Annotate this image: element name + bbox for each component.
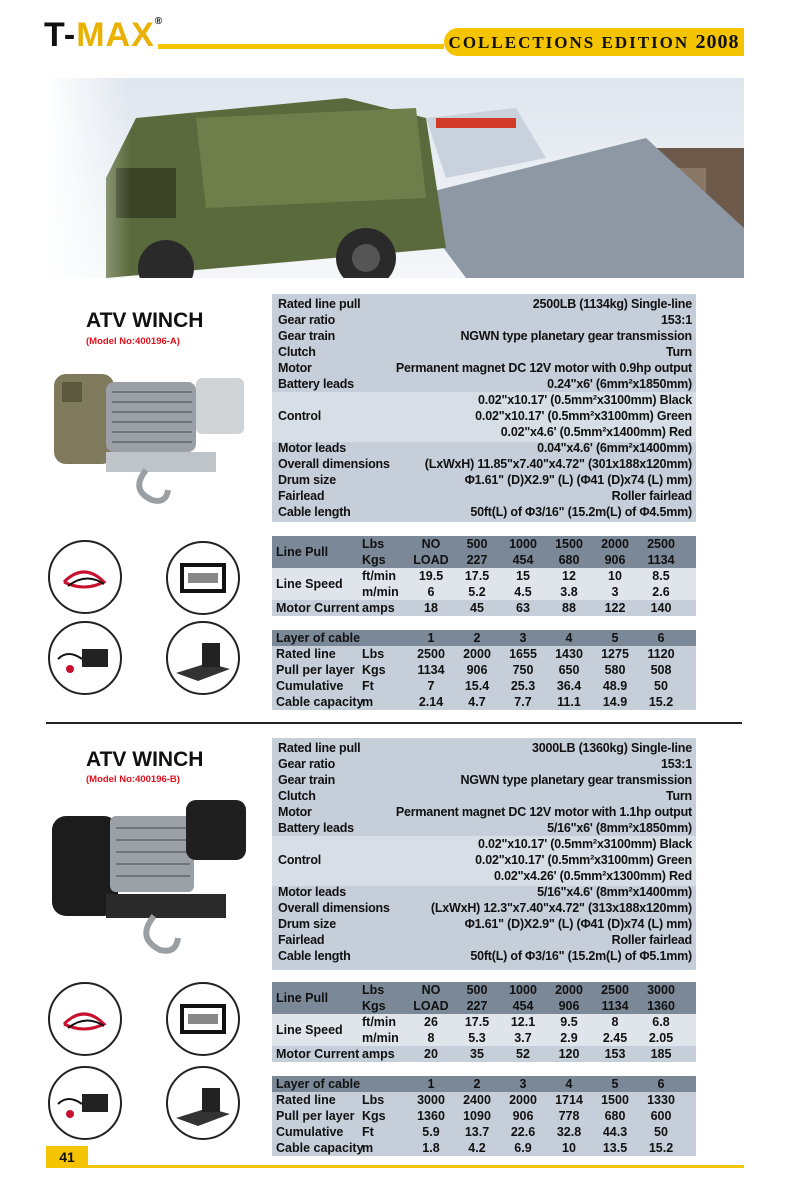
- spec-row: [272, 788, 696, 804]
- product-b-image: [46, 786, 254, 976]
- table-cell: 2.05: [648, 1031, 674, 1045]
- table-cell: 122: [604, 601, 626, 615]
- table-cell: 1275: [601, 647, 629, 661]
- table-cell: 227: [466, 999, 488, 1013]
- table-cell: 88: [562, 601, 576, 615]
- table-row-label: Line Speed: [276, 577, 343, 591]
- table-row-label: Motor Current: [276, 601, 360, 615]
- table-cell: 13.5: [602, 1141, 628, 1155]
- table-cell: 4.5: [514, 585, 532, 599]
- product-a-image: [46, 352, 254, 522]
- table-cell: 1000: [509, 983, 537, 997]
- table-cell: 36.4: [556, 679, 582, 693]
- table-cell: 50: [654, 679, 668, 693]
- table-cell: 2000: [555, 983, 583, 997]
- table-cell: 8: [427, 1031, 435, 1045]
- table-cell: 52: [516, 1047, 530, 1061]
- table-cell: 600: [650, 1109, 672, 1123]
- table-cell: 8.5: [652, 569, 670, 583]
- table-cell: 906: [466, 663, 488, 677]
- spec-row: [272, 868, 696, 884]
- table-cell: 1360: [647, 999, 675, 1013]
- spec-label: Motor: [278, 805, 312, 819]
- table-cell: 5.9: [422, 1125, 440, 1139]
- spec-label: Drum size: [278, 473, 336, 487]
- table-cell: 1430: [555, 647, 583, 661]
- table-cell: 17.5: [464, 569, 490, 583]
- spec-row: [272, 440, 696, 456]
- product-b-model: (Model No:400196-B): [86, 774, 180, 785]
- table-cell: 227: [466, 553, 488, 567]
- table-cell: 508: [650, 663, 672, 677]
- spec-value: 0.04"x4.6' (6mm²x1400mm): [537, 441, 692, 455]
- table-cell: 1500: [555, 537, 583, 551]
- table-cell: 1360: [417, 1109, 445, 1123]
- table-cell: 500: [466, 983, 488, 997]
- spec-label: Cable length: [278, 949, 351, 963]
- spec-row: [272, 472, 696, 488]
- spec-value: 50ft(L) of Φ3/16" (15.2m(L) of Φ4.5mm): [470, 505, 692, 519]
- table-cell: 26: [424, 1015, 438, 1029]
- table-cell: 778: [558, 1109, 580, 1123]
- table-cell: 4: [565, 631, 573, 645]
- table-cell: 650: [558, 663, 580, 677]
- table-cell: 1120: [647, 647, 675, 661]
- roller-fairlead-icon: [168, 984, 238, 1054]
- table-cell: 6.8: [652, 1015, 670, 1029]
- spec-label: Overall dimensions: [278, 901, 390, 915]
- logo-max: MAX: [76, 16, 155, 54]
- table-cell: 1714: [555, 1093, 583, 1107]
- spec-label: Motor: [278, 361, 312, 375]
- spec-row: [272, 820, 696, 836]
- logo-registered: ®: [154, 16, 164, 27]
- spec-row: [272, 932, 696, 948]
- table-cell: 1090: [463, 1109, 491, 1123]
- spec-row: [272, 328, 696, 344]
- spec-value: 0.02"x4.6' (0.5mm²x1400mm) Red: [500, 425, 692, 439]
- product-a-layer-table: [272, 630, 696, 710]
- spec-value: Permanent magnet DC 12V motor with 1.1hp output: [395, 805, 692, 819]
- table-cell: 45: [470, 601, 484, 615]
- table-cell: 500: [466, 537, 488, 551]
- spec-label: Motor leads: [278, 441, 346, 455]
- table-cell: 5.3: [468, 1031, 486, 1045]
- table-cell: 3.7: [514, 1031, 532, 1045]
- table-cell: 48.9: [602, 679, 628, 693]
- solenoid-control-icon: [50, 623, 120, 693]
- table-unit: Lbs: [362, 1093, 385, 1107]
- collection-banner: [444, 28, 744, 56]
- table-unit: Lbs: [362, 537, 385, 551]
- spec-row: [272, 424, 696, 440]
- table-cell: 4: [565, 1077, 573, 1091]
- product-a-pull-table: [272, 536, 696, 616]
- table-unit: Lbs: [362, 983, 385, 997]
- table-unit: Kgs: [362, 553, 386, 567]
- product-b-title: ATV WINCH: [86, 748, 204, 771]
- table-cell: 4.7: [468, 695, 486, 709]
- spec-value: 3000LB (1360kg) Single-line: [532, 741, 692, 755]
- spec-label: Gear ratio: [278, 757, 336, 771]
- spec-value: 50ft(L) of Φ3/16" (15.2m(L) of Φ5.1mm): [470, 949, 692, 963]
- product-a-mount-accessory: [166, 621, 240, 695]
- table-cell: 1.8: [422, 1141, 440, 1155]
- table-cell: 63: [516, 601, 530, 615]
- spec-row: [272, 360, 696, 376]
- spec-row: [272, 504, 696, 520]
- table-cell: 454: [512, 999, 534, 1013]
- table-cell: 32.8: [556, 1125, 582, 1139]
- mounting-plate-icon: [168, 623, 238, 693]
- spec-row: [272, 344, 696, 360]
- product-a-wiring-accessory: [48, 540, 122, 614]
- table-row-label: Pull per layer: [276, 663, 355, 677]
- spec-row: [272, 804, 696, 820]
- table-cell: 44.3: [602, 1125, 628, 1139]
- table-cell: 2000: [601, 537, 629, 551]
- table-cell: 906: [604, 553, 626, 567]
- table-cell: 15.2: [648, 1141, 674, 1155]
- spec-value: (LxWxH) 12.3"x7.40"x4.72" (313x188x120mm): [430, 901, 692, 915]
- table-cell: 18: [424, 601, 438, 615]
- table-cell: 1134: [647, 553, 675, 567]
- spec-row: [272, 296, 696, 312]
- spec-label: Gear ratio: [278, 313, 336, 327]
- table-cell: 5.2: [468, 585, 486, 599]
- spec-row: [272, 392, 696, 408]
- table-cell: 2: [473, 1077, 481, 1091]
- table-row-label: Layer of cable: [276, 1077, 361, 1091]
- product-b-mount-accessory: [166, 1066, 240, 1140]
- table-cell: 15: [516, 569, 530, 583]
- table-row-label: Line Speed: [276, 1023, 343, 1037]
- table-unit: m: [362, 1141, 374, 1155]
- table-unit: m/min: [362, 1031, 399, 1045]
- table-row-label: Layer of cable: [276, 631, 361, 645]
- spec-value: Permanent magnet DC 12V motor with 0.9hp output: [395, 361, 692, 375]
- table-cell: 35: [470, 1047, 484, 1061]
- spec-value: Roller fairlead: [611, 489, 692, 503]
- spec-value: Roller fairlead: [611, 933, 692, 947]
- spec-label: Gear train: [278, 329, 336, 343]
- spec-value: Φ1.61" (D)X2.9" (L) (Φ41 (D)x74 (L) mm): [464, 473, 692, 487]
- table-cell: 454: [512, 553, 534, 567]
- table-unit: m: [362, 695, 374, 709]
- spec-label: Gear train: [278, 773, 336, 787]
- brand-logo: [44, 16, 163, 55]
- spec-label: Clutch: [278, 789, 316, 803]
- table-cell: 1330: [647, 1093, 675, 1107]
- table-cell: 906: [558, 999, 580, 1013]
- spec-value: (LxWxH) 11.85"x7.40"x4.72" (301x188x120mm): [424, 457, 692, 471]
- spec-row: [272, 884, 696, 900]
- banner-text: COLLECTIONS EDITION: [448, 33, 690, 52]
- table-cell: 906: [512, 1109, 534, 1123]
- table-unit: Ft: [362, 1125, 374, 1139]
- table-cell: 2400: [463, 1093, 491, 1107]
- table-cell: 2.6: [652, 585, 670, 599]
- table-cell: 9.5: [560, 1015, 578, 1029]
- table-row-label: Cumulative: [276, 679, 344, 693]
- table-cell: 140: [650, 601, 672, 615]
- spec-row: [272, 900, 696, 916]
- spec-value: 0.02"x10.17' (0.5mm²x3100mm) Black: [477, 837, 692, 851]
- table-cell: 2.45: [602, 1031, 628, 1045]
- table-cell: 680: [558, 553, 580, 567]
- section-divider: [46, 722, 742, 724]
- table-row-label: Cable capacity: [276, 1141, 364, 1155]
- table-row-label: Motor Current: [276, 1047, 360, 1061]
- spec-row: [272, 408, 696, 424]
- table-cell: 17.5: [464, 1015, 490, 1029]
- table-cell: 13.7: [464, 1125, 490, 1139]
- table-cell: 15.4: [464, 679, 490, 693]
- spec-row: [272, 740, 696, 756]
- table-cell: 3: [611, 585, 619, 599]
- table-row-label: Rated line: [276, 647, 336, 661]
- product-b-wiring-accessory: [48, 982, 122, 1056]
- product-a-control-accessory: [48, 621, 122, 695]
- table-cell: 5: [611, 1077, 619, 1091]
- table-cell: 3000: [417, 1093, 445, 1107]
- table-cell: 25.3: [510, 679, 536, 693]
- spec-value: 153:1: [661, 757, 692, 771]
- spec-label: Rated line pull: [278, 741, 361, 755]
- table-unit: amps: [362, 1047, 395, 1061]
- table-cell: 185: [650, 1047, 672, 1061]
- spec-value: 0.02"x4.26' (0.5mm²x1300mm) Red: [494, 869, 692, 883]
- table-cell: 153: [604, 1047, 626, 1061]
- spec-label: Control: [278, 409, 322, 423]
- table-cell: 6.9: [514, 1141, 532, 1155]
- table-cell: 22.6: [510, 1125, 536, 1139]
- product-a-fairlead-accessory: [166, 541, 240, 615]
- spec-row: [272, 948, 696, 964]
- table-cell: 5: [611, 631, 619, 645]
- spec-label: Battery leads: [278, 821, 354, 835]
- table-cell: 1000: [509, 537, 537, 551]
- table-cell: 2500: [417, 647, 445, 661]
- spec-label: Drum size: [278, 917, 336, 931]
- table-cell: 10: [608, 569, 622, 583]
- product-b-layer-table: [272, 1076, 696, 1156]
- table-cell: 10: [562, 1141, 576, 1155]
- table-row-label: Line Pull: [276, 991, 329, 1005]
- table-cell: 680: [604, 1109, 626, 1123]
- table-cell: 3.8: [560, 585, 578, 599]
- table-unit: Lbs: [362, 647, 385, 661]
- spec-label: Motor leads: [278, 885, 346, 899]
- table-unit: Kgs: [362, 1109, 386, 1123]
- spec-value: 0.02"x10.17' (0.5mm²x3100mm) Black: [477, 393, 692, 407]
- spec-value: 153:1: [661, 313, 692, 327]
- table-unit: m/min: [362, 585, 399, 599]
- spec-label: Fairlead: [278, 489, 325, 503]
- table-cell: 3: [519, 1077, 527, 1091]
- page-number: 41: [46, 1146, 88, 1168]
- table-cell: 12.1: [510, 1015, 536, 1029]
- cable-coil-icon: [50, 542, 120, 612]
- table-cell: 20: [424, 1047, 438, 1061]
- spec-row: [272, 836, 696, 852]
- table-cell: 11.1: [557, 695, 581, 709]
- solenoid-control-icon: [50, 1068, 120, 1138]
- table-cell: 12: [562, 569, 576, 583]
- spec-label: Cable length: [278, 505, 351, 519]
- footer-rule: [88, 1165, 744, 1168]
- spec-label: Fairlead: [278, 933, 325, 947]
- spec-row: [272, 312, 696, 328]
- table-row-label: Cable capacity: [276, 695, 364, 709]
- table-cell: 2000: [463, 647, 491, 661]
- table-cell: 6: [657, 1077, 665, 1091]
- spec-value: 5/16"x6' (8mm²x1850mm): [547, 821, 692, 835]
- product-b-fairlead-accessory: [166, 982, 240, 1056]
- product-a-title: ATV WINCH: [86, 309, 204, 332]
- spec-row: [272, 488, 696, 504]
- mounting-plate-icon: [168, 1068, 238, 1138]
- spec-value: 0.24"x6' (6mm²x1850mm): [547, 377, 692, 391]
- spec-value: 0.02"x10.17' (0.5mm²x3100mm) Green: [475, 409, 692, 423]
- truck-on-flatbed-image: [46, 78, 744, 278]
- table-cell: NO: [421, 983, 441, 997]
- spec-value: Turn: [665, 345, 692, 359]
- spec-value: Turn: [665, 789, 692, 803]
- table-cell: 1500: [601, 1093, 629, 1107]
- table-cell: 19.5: [418, 569, 444, 583]
- spec-label: Battery leads: [278, 377, 354, 391]
- spec-row: [272, 456, 696, 472]
- table-cell: 6: [657, 631, 665, 645]
- table-unit: Kgs: [362, 663, 386, 677]
- spec-label: Overall dimensions: [278, 457, 390, 471]
- table-unit: Kgs: [362, 999, 386, 1013]
- table-unit: ft/min: [362, 1015, 397, 1029]
- table-cell: 3000: [647, 983, 675, 997]
- table-cell: 1134: [601, 999, 629, 1013]
- table-cell: 2.9: [560, 1031, 578, 1045]
- header-rule: [158, 44, 444, 49]
- spec-value: NGWN type planetary gear transmission: [460, 773, 692, 787]
- roller-fairlead-icon: [168, 543, 238, 613]
- table-row-label: Rated line: [276, 1093, 336, 1107]
- product-a-spec-table: [272, 294, 696, 522]
- table-cell: 7.7: [514, 695, 532, 709]
- table-cell: 14.9: [602, 695, 628, 709]
- table-cell: LOAD: [413, 999, 449, 1013]
- table-row-label: Pull per layer: [276, 1109, 355, 1123]
- product-b-control-accessory: [48, 1066, 122, 1140]
- table-cell: 2500: [647, 537, 675, 551]
- table-cell: 50: [654, 1125, 668, 1139]
- table-cell: 2000: [509, 1093, 537, 1107]
- spec-row: [272, 376, 696, 392]
- spec-label: Clutch: [278, 345, 316, 359]
- table-cell: 750: [512, 663, 534, 677]
- table-cell: 2.14: [418, 695, 444, 709]
- spec-row: [272, 756, 696, 772]
- table-unit: amps: [362, 601, 395, 615]
- table-cell: 2500: [601, 983, 629, 997]
- spec-row: [272, 916, 696, 932]
- table-cell: 4.2: [468, 1141, 486, 1155]
- product-b-spec-table: [272, 738, 696, 970]
- table-cell: LOAD: [413, 553, 449, 567]
- spec-label: Control: [278, 853, 322, 867]
- table-cell: 2: [473, 631, 481, 645]
- spec-value: 2500LB (1134kg) Single-line: [532, 297, 692, 311]
- product-b-pull-table: [272, 982, 696, 1062]
- table-cell: 3: [519, 631, 527, 645]
- logo-t: T-: [44, 16, 77, 54]
- spec-value: Φ1.61" (D)X2.9" (L) (Φ41 (D)x74 (L) mm): [464, 917, 692, 931]
- hero-photo: [46, 78, 744, 278]
- spec-row: [272, 852, 696, 868]
- spec-label: Rated line pull: [278, 297, 361, 311]
- cable-coil-icon: [50, 984, 120, 1054]
- table-cell: 580: [604, 663, 626, 677]
- spec-value: NGWN type planetary gear transmission: [460, 329, 692, 343]
- product-a-model: (Model No:400196-A): [86, 336, 180, 347]
- table-row-label: Cumulative: [276, 1125, 344, 1139]
- table-cell: 1134: [417, 663, 445, 677]
- table-unit: Ft: [362, 679, 374, 693]
- table-unit: ft/min: [362, 569, 397, 583]
- banner-year: 2008: [695, 31, 740, 53]
- spec-value: 5/16"x4.6' (8mm²x1400mm): [537, 885, 692, 899]
- table-cell: 1: [427, 631, 435, 645]
- table-cell: 15.2: [648, 695, 674, 709]
- table-cell: 8: [611, 1015, 619, 1029]
- table-row-label: Line Pull: [276, 545, 329, 559]
- table-cell: 7: [427, 679, 435, 693]
- table-cell: 120: [558, 1047, 580, 1061]
- table-cell: 1: [427, 1077, 435, 1091]
- spec-row: [272, 772, 696, 788]
- table-cell: 1655: [509, 647, 537, 661]
- table-cell: 6: [427, 585, 435, 599]
- spec-value: 0.02"x10.17' (0.5mm²x3100mm) Green: [475, 853, 692, 867]
- table-cell: NO: [421, 537, 441, 551]
